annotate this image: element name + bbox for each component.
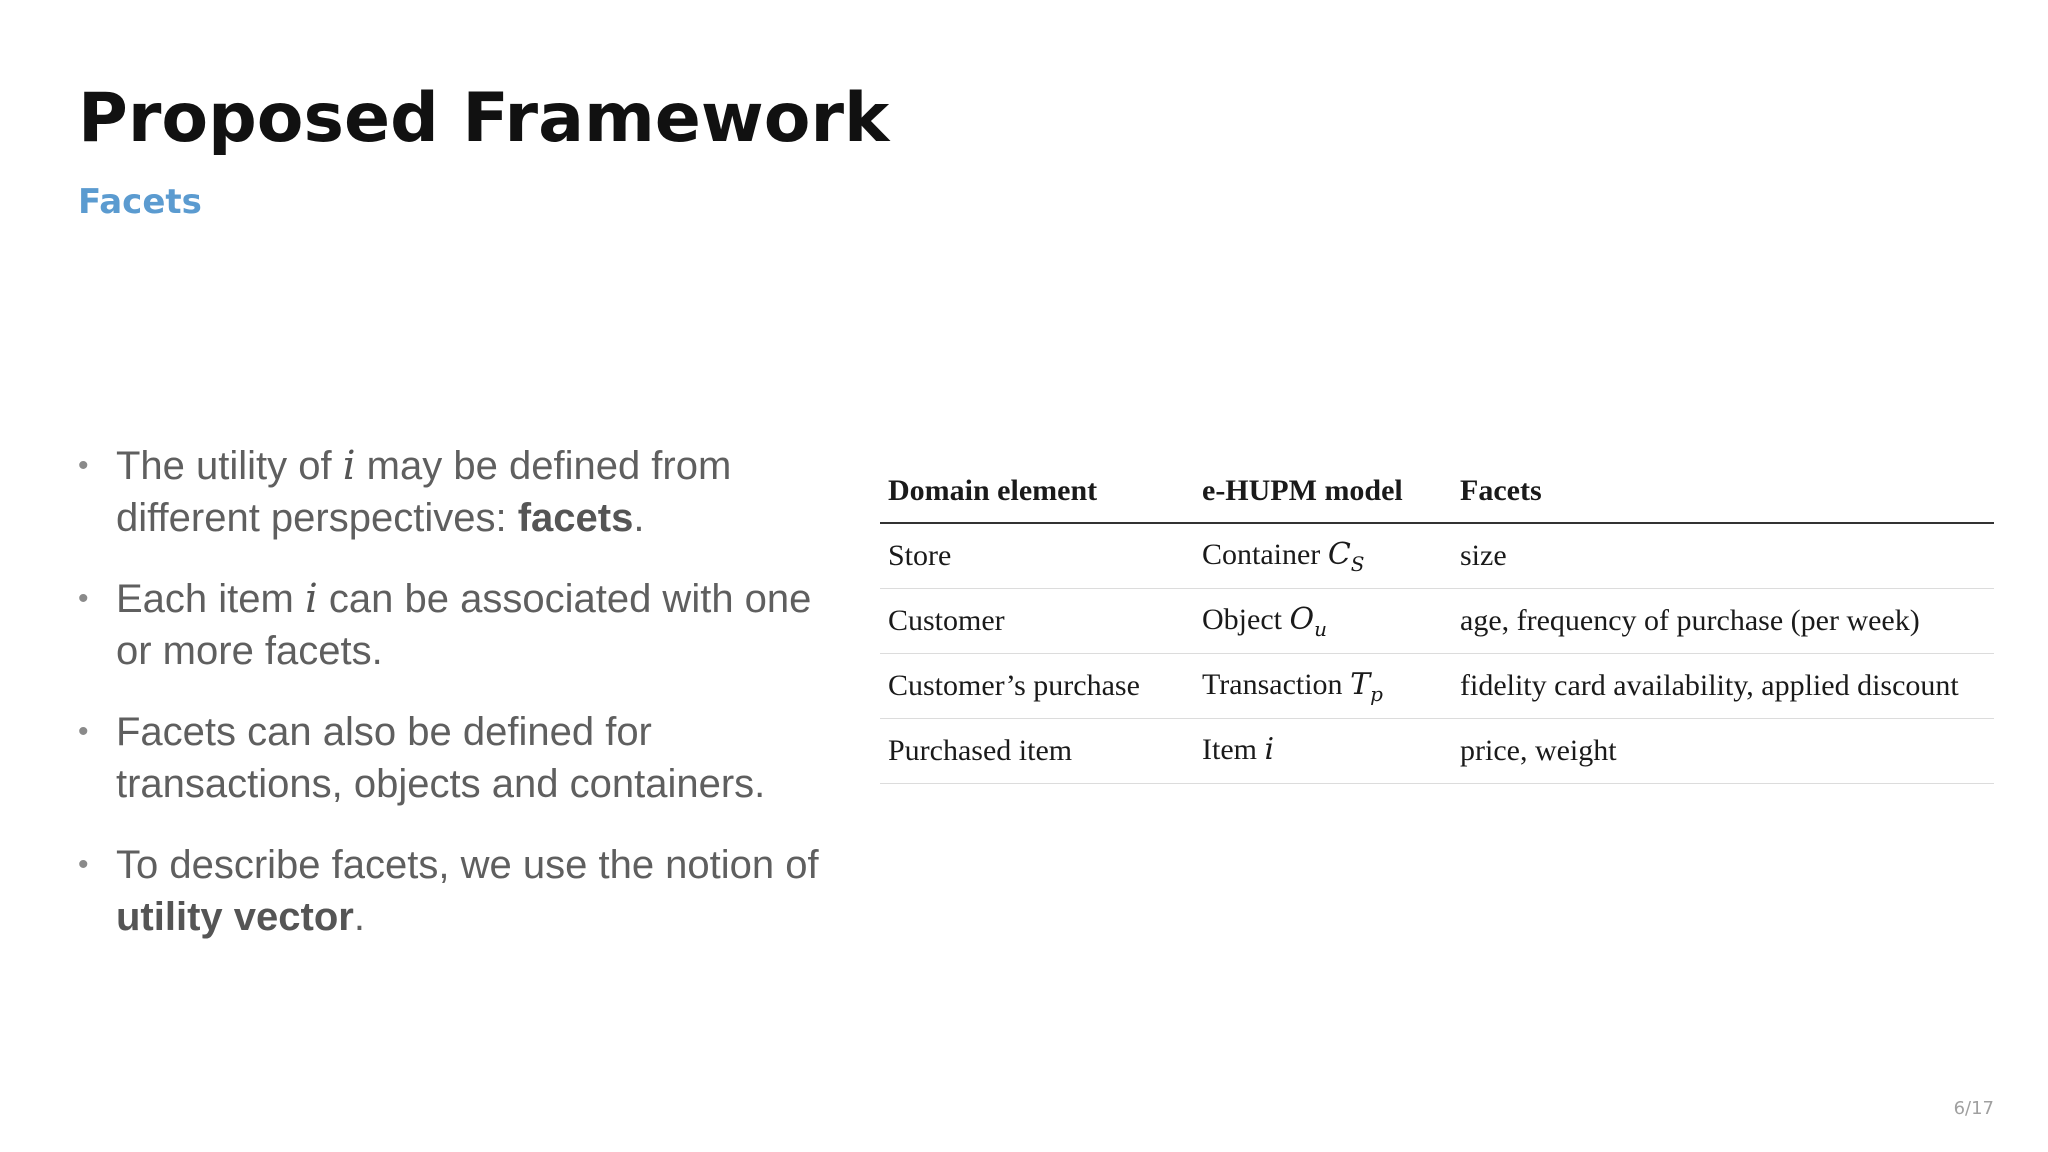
symbol-subscript: p xyxy=(1370,681,1383,706)
model-cell xyxy=(1194,523,1452,589)
model-cell xyxy=(1194,589,1452,654)
model-label: Container xyxy=(1202,537,1328,571)
bullet-text: may be defined from different perspectives: xyxy=(116,444,732,540)
model-symbol xyxy=(1327,536,1365,576)
column-header-domain-element: Domain element xyxy=(880,460,1194,523)
slide-subtitle: Facets xyxy=(78,182,202,222)
bullet-list xyxy=(78,440,858,972)
facets-cell: fidelity card availability, applied discount xyxy=(1452,654,1994,719)
math-symbol: i xyxy=(342,443,356,489)
domain-element-cell: Purchased item xyxy=(880,719,1194,784)
domain-element-cell: Store xyxy=(880,523,1194,589)
bullet-icon: • xyxy=(78,582,89,615)
column-header-facets: Facets xyxy=(1452,460,1994,523)
bullet-text: Each item xyxy=(116,577,305,621)
slide-title: Proposed Framework xyxy=(78,79,890,158)
facets-cell: age, frequency of purchase (per week) xyxy=(1452,589,1994,654)
model-label: Transaction xyxy=(1202,667,1351,701)
domain-element-cell: Customer xyxy=(880,589,1194,654)
model-cell xyxy=(1194,654,1452,719)
bullet-text: To describe facets, we use the notion of xyxy=(116,843,819,887)
bullet-text: . xyxy=(353,895,365,939)
table-row xyxy=(880,654,1994,719)
facets-cell: size xyxy=(1452,523,1994,589)
bullet-icon: • xyxy=(78,715,89,748)
bullet-item xyxy=(78,573,858,677)
table-row xyxy=(880,589,1994,654)
bullet-item xyxy=(78,706,858,810)
model-symbol xyxy=(1350,666,1383,706)
bullet-item xyxy=(78,839,858,943)
table-row xyxy=(880,523,1994,589)
model-label: Item xyxy=(1202,732,1265,766)
symbol-letter: T xyxy=(1350,666,1371,702)
symbol-letter: i xyxy=(1264,731,1275,767)
table-row xyxy=(880,719,1994,784)
bullet-emphasis: facets xyxy=(517,496,634,540)
model-cell xyxy=(1194,719,1452,784)
symbol-subscript: u xyxy=(1314,616,1327,641)
bullet-item xyxy=(78,440,858,544)
facets-cell: price, weight xyxy=(1452,719,1994,784)
page-number: 6/17 xyxy=(1953,1098,1994,1119)
model-symbol xyxy=(1289,601,1327,641)
table-header-row xyxy=(880,460,1994,523)
facets-table-container xyxy=(880,460,1994,784)
bullet-icon: • xyxy=(78,848,89,881)
bullet-text: Facets can also be defined for transactions, objects and containers. xyxy=(116,710,766,806)
model-label: Object xyxy=(1202,602,1290,636)
column-header-ehupm-model: e-HUPM model xyxy=(1194,460,1452,523)
bullet-emphasis: utility vector xyxy=(116,895,354,939)
bullet-text: The utility of xyxy=(116,444,343,488)
facets-table xyxy=(880,460,1994,784)
bullet-text: can be associated with one or more facets. xyxy=(116,577,812,673)
symbol-subscript: S xyxy=(1350,551,1365,576)
symbol-letter: O xyxy=(1289,601,1315,637)
model-symbol xyxy=(1264,732,1274,767)
math-symbol: i xyxy=(304,576,318,622)
bullet-icon: • xyxy=(78,449,89,482)
bullet-text: . xyxy=(633,496,645,540)
symbol-letter: C xyxy=(1327,536,1351,572)
domain-element-cell: Customer’s purchase xyxy=(880,654,1194,719)
